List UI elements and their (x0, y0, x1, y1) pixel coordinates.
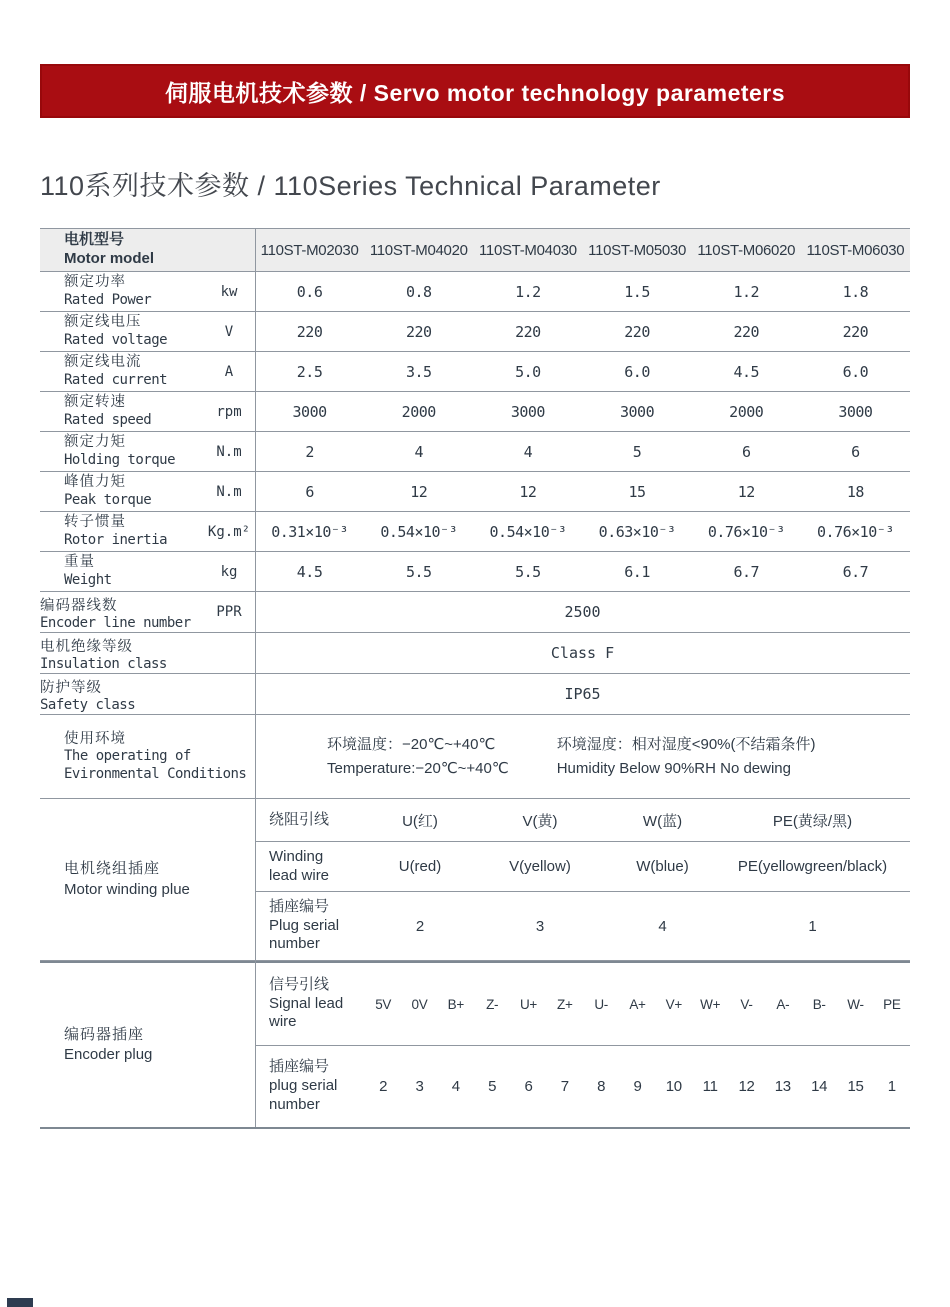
param-label-en: Rated current (64, 371, 168, 388)
value-cell: 0.76×10⁻³ (817, 522, 894, 541)
model-name-cell: 110ST-M04020 (369, 241, 468, 259)
param-label-cn: 使用环境 (64, 730, 126, 747)
value-cell: 18 (846, 482, 864, 501)
unit-label: V (224, 323, 234, 340)
value-cell: 6 (851, 442, 860, 461)
value-cell: 4 (414, 442, 423, 461)
unit-label: kg (220, 563, 238, 580)
unit-label: Kg.m² (207, 523, 251, 540)
param-label-cn: 重量 (64, 554, 95, 571)
span-value: 2500 (564, 603, 601, 621)
signal-cell: V- (740, 996, 753, 1012)
motor-model-label: 电机型号 Motor model (64, 231, 154, 267)
param-row-rotor-inertia (40, 512, 910, 552)
winding-wire-cn-row (255, 799, 910, 841)
unit-label: N.m (216, 443, 242, 460)
winding-row-label: 绕阻引线 (269, 810, 330, 828)
param-row-peak-torque (40, 472, 910, 512)
value-cell: 6 (741, 442, 751, 461)
signal-cell: PE (883, 996, 901, 1012)
encoder-row-label: 信号引线 Signal lead wire (269, 975, 344, 1031)
unit-label: kw (220, 283, 238, 300)
signal-cell: Z+ (557, 996, 573, 1012)
signal-cell: U- (594, 996, 608, 1012)
param-label-cn: 额定线电流 (64, 354, 142, 371)
wire-cell: V(yellow) (509, 858, 571, 875)
wire-cell: V(黄) (522, 812, 558, 830)
value-cell: 12 (519, 482, 537, 501)
winding-section-label: 电机绕组插座 Motor winding plue (64, 860, 190, 898)
unit-label: A (224, 363, 234, 380)
value-cell: 5.5 (515, 562, 541, 581)
value-cell: 12 (410, 482, 428, 501)
value-cell: 220 (296, 322, 323, 341)
page-title: 110系列技术参数 / 110Series Technical Parameter (40, 171, 661, 201)
param-label-cn: 额定功率 (64, 274, 126, 291)
value-cell: 6.0 (842, 362, 869, 381)
param-label-cn: 电机绝缘等级 (40, 638, 133, 655)
value-cell: 2.5 (296, 362, 323, 381)
param-label-cn: 转子惯量 (64, 514, 126, 531)
param-label-en: Rated voltage (64, 331, 168, 348)
winding-wire-en-row (255, 841, 910, 891)
span-value: IP65 (564, 685, 601, 703)
header-banner (40, 64, 910, 118)
span-row-encoder-lines (40, 592, 910, 633)
param-row-rated-power (40, 272, 910, 312)
span-row-safety-class (40, 674, 910, 715)
value-cell: 4.5 (296, 562, 323, 581)
param-label-en: Safety class (40, 696, 136, 713)
winding-section (40, 799, 910, 961)
param-label-en: Rotor inertia (64, 531, 168, 548)
param-row-holding-torque (40, 432, 910, 472)
param-label-en: Rated speed (64, 411, 152, 428)
param-label-cn: 编码器线数 (40, 597, 118, 614)
wire-cell: W(blue) (636, 858, 689, 875)
value-cell: 2000 (729, 402, 764, 421)
plug-number-cell: 7 (560, 1078, 569, 1095)
wire-cell: U(red) (398, 858, 442, 875)
unit-label: N.m (216, 483, 242, 500)
signal-cell: 5V (375, 996, 392, 1012)
param-label-en: Encoder line number (40, 614, 191, 631)
param-row-rated-voltage (40, 312, 910, 352)
unit-label: rpm (216, 403, 242, 420)
signal-cell: V+ (665, 996, 682, 1012)
model-name-cell: 110ST-M04030 (478, 241, 577, 259)
signal-cell: B+ (447, 996, 464, 1012)
encoder-section (40, 961, 910, 1127)
temperature-spec: 环境温度：−20℃~+40℃ Temperature:−20℃~+40℃ (327, 736, 509, 777)
value-cell: 1.2 (515, 282, 541, 301)
value-cell: 220 (733, 322, 760, 341)
value-cell: 4.5 (733, 362, 760, 381)
plug-number-cell: 13 (774, 1078, 791, 1095)
value-cell: 6.7 (842, 562, 869, 581)
param-label-cn: 防护等级 (40, 679, 102, 696)
wire-cell: W(蓝) (642, 812, 683, 830)
param-row-rated-speed (40, 392, 910, 432)
plug-number-cell: 5 (488, 1078, 497, 1095)
value-cell: 0.54×10⁻³ (489, 522, 567, 541)
value-cell: 4 (523, 442, 533, 461)
wire-cell: PE(黄绿/黑) (772, 812, 853, 830)
winding-row-label: 插座编号 Plug serial number (269, 897, 340, 953)
value-cell: 6.1 (624, 562, 650, 581)
signal-lead-wire-row (255, 963, 910, 1045)
param-label-cn: 额定转速 (64, 394, 126, 411)
param-label-en: Rated Power (64, 291, 152, 308)
param-label-en: Weight (64, 571, 112, 588)
value-cell: 0.76×10⁻³ (707, 522, 785, 541)
plug-number-cell: 12 (738, 1078, 755, 1095)
encoder-row-label: 插座编号 plug serial number (269, 1058, 338, 1113)
value-cell: 6.0 (624, 362, 650, 381)
model-name-cell: 110ST-M06030 (806, 241, 905, 259)
plug-number-cell: 2 (415, 917, 425, 935)
value-cell: 1.5 (624, 282, 650, 301)
value-cell: 0.8 (405, 282, 432, 301)
plug-number-cell: 14 (811, 1078, 828, 1095)
value-cell: 3000 (292, 402, 327, 421)
plug-number-cell: 8 (597, 1078, 606, 1095)
value-cell: 3000 (620, 402, 655, 421)
winding-row-label: Winding lead wire (269, 847, 330, 884)
param-label-en: The operating of (64, 748, 191, 765)
plug-number-cell: 15 (847, 1078, 864, 1095)
param-label-en: Holding torque (64, 451, 176, 468)
value-cell: 2 (305, 442, 314, 461)
value-cell: 3000 (838, 402, 873, 421)
value-cell: 2000 (401, 402, 436, 421)
value-cell: 3.5 (405, 362, 432, 381)
banner-title: 伺服电机技术参数 / Servo motor technology parameters (164, 79, 786, 106)
plug-number-cell: 11 (702, 1078, 718, 1095)
value-cell: 15 (628, 482, 646, 501)
model-name-cell: 110ST-M02030 (260, 241, 359, 259)
wire-cell: U(红) (402, 812, 438, 830)
param-label-en: Peak torque (64, 491, 152, 508)
plug-number-cell: 3 (535, 917, 545, 935)
plug-number-cell: 6 (524, 1078, 533, 1095)
span-row-insulation-class (40, 633, 910, 674)
value-cell: 5.0 (515, 362, 541, 381)
plug-number-cell: 1 (808, 917, 817, 935)
table-header-row (40, 229, 910, 272)
spec-table (40, 228, 910, 1129)
value-cell: 0.6 (296, 282, 323, 301)
model-name-cell: 110ST-M06020 (697, 241, 796, 259)
environment-row (40, 715, 910, 799)
signal-cell: 0V (411, 996, 428, 1012)
signal-cell: U+ (519, 996, 538, 1012)
signal-cell: Z- (486, 996, 499, 1012)
value-cell: 220 (624, 322, 650, 341)
plug-number-cell: 9 (633, 1078, 642, 1095)
value-cell: 5 (632, 442, 642, 461)
model-name-cell: 110ST-M05030 (588, 241, 686, 259)
param-row-weight (40, 552, 910, 592)
signal-cell: A+ (629, 996, 646, 1012)
value-cell: 5.5 (405, 562, 432, 581)
plug-number-cell: 2 (379, 1078, 388, 1095)
page-corner-mark (7, 1298, 33, 1307)
plug-number-cell: 3 (415, 1078, 424, 1095)
param-label-en: Evironmental Conditions (64, 765, 247, 782)
param-label-cn: 额定线电压 (64, 314, 142, 331)
encoder-section-label: 编码器插座 Encoder plug (64, 1025, 153, 1063)
value-cell: 1.8 (842, 282, 869, 301)
value-cell: 1.2 (733, 282, 760, 301)
value-cell: 12 (737, 482, 755, 501)
signal-cell: B- (812, 996, 826, 1012)
signal-cell: W+ (700, 996, 721, 1012)
value-cell: 220 (405, 322, 432, 341)
span-value: Class F (550, 644, 615, 662)
signal-cell: A- (776, 996, 790, 1012)
value-cell: 220 (515, 322, 541, 341)
param-label-cn: 峰值力矩 (64, 474, 126, 491)
humidity-spec: 环境湿度：相对湿度<90%(不结霜条件) Humidity Below 90%RH No dewing (556, 736, 816, 777)
encoder-plug-serial-row (255, 1045, 910, 1127)
unit-label: PPR (216, 604, 242, 620)
column-divider (255, 229, 256, 1127)
plug-number-cell: 1 (887, 1078, 896, 1095)
plug-number-cell: 4 (658, 917, 667, 935)
value-cell: 3000 (510, 402, 545, 421)
value-cell: 0.63×10⁻³ (598, 522, 676, 541)
param-label-en: Insulation class (40, 655, 167, 672)
signal-cell: W- (847, 996, 864, 1012)
value-cell: 0.54×10⁻³ (380, 522, 458, 541)
param-label-cn: 额定力矩 (64, 434, 126, 451)
plug-number-cell: 4 (451, 1078, 460, 1095)
value-cell: 6 (305, 482, 314, 501)
param-row-rated-current (40, 352, 910, 392)
plug-number-cell: 10 (665, 1078, 682, 1095)
value-cell: 0.31×10⁻³ (271, 522, 348, 541)
value-cell: 220 (842, 322, 869, 341)
value-cell: 6.7 (733, 562, 760, 581)
wire-cell: PE(yellowgreen/black) (737, 858, 888, 875)
winding-plug-serial-row (255, 891, 910, 960)
